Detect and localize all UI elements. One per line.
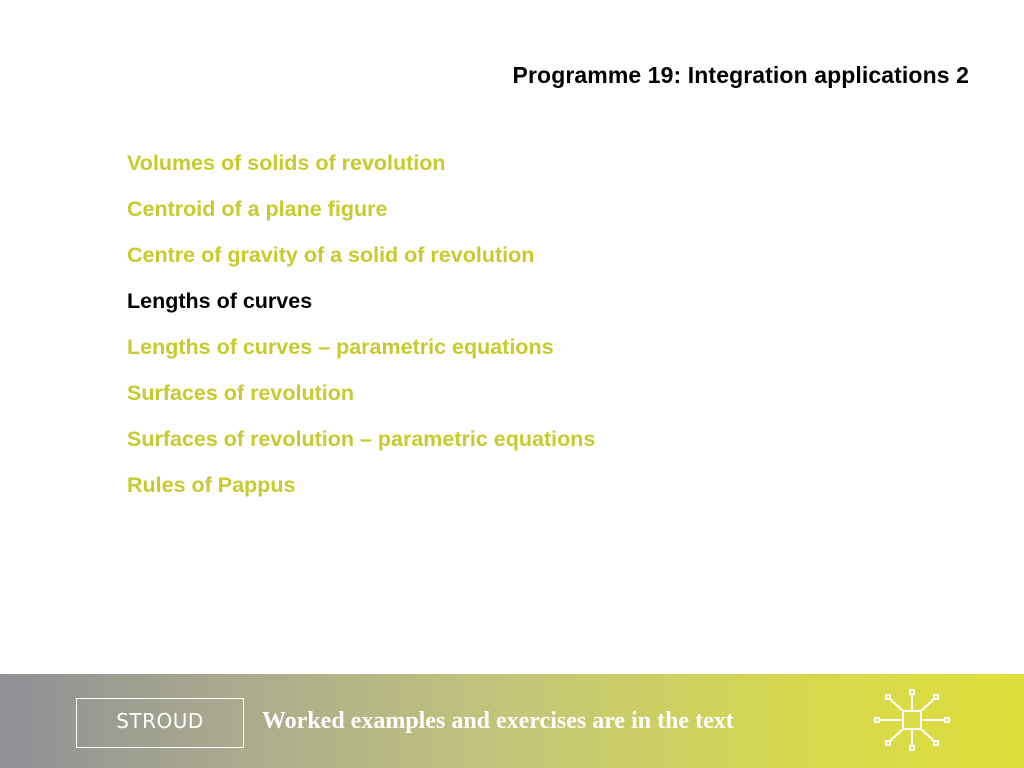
stroud-logo: STROUD: [76, 698, 244, 748]
footer-note: Worked examples and exercises are in the text: [262, 708, 734, 734]
topic-item[interactable]: Surfaces of revolution – parametric equations: [127, 427, 596, 451]
topic-item[interactable]: Surfaces of revolution: [127, 381, 354, 405]
topic-item[interactable]: Centre of gravity of a solid of revolution: [127, 243, 535, 267]
footer-bar: [0, 674, 1024, 768]
network-node-icon: [872, 688, 952, 752]
topic-item[interactable]: Lengths of curves – parametric equations: [127, 335, 554, 359]
topic-item[interactable]: Centroid of a plane figure: [127, 197, 388, 221]
topic-item[interactable]: Volumes of solids of revolution: [127, 151, 446, 175]
topic-list: [127, 140, 595, 508]
slide-title: Programme 19: Integration applications 2: [512, 62, 969, 88]
topic-item[interactable]: Lengths of curves: [127, 289, 313, 313]
topic-item[interactable]: Rules of Pappus: [127, 473, 296, 497]
